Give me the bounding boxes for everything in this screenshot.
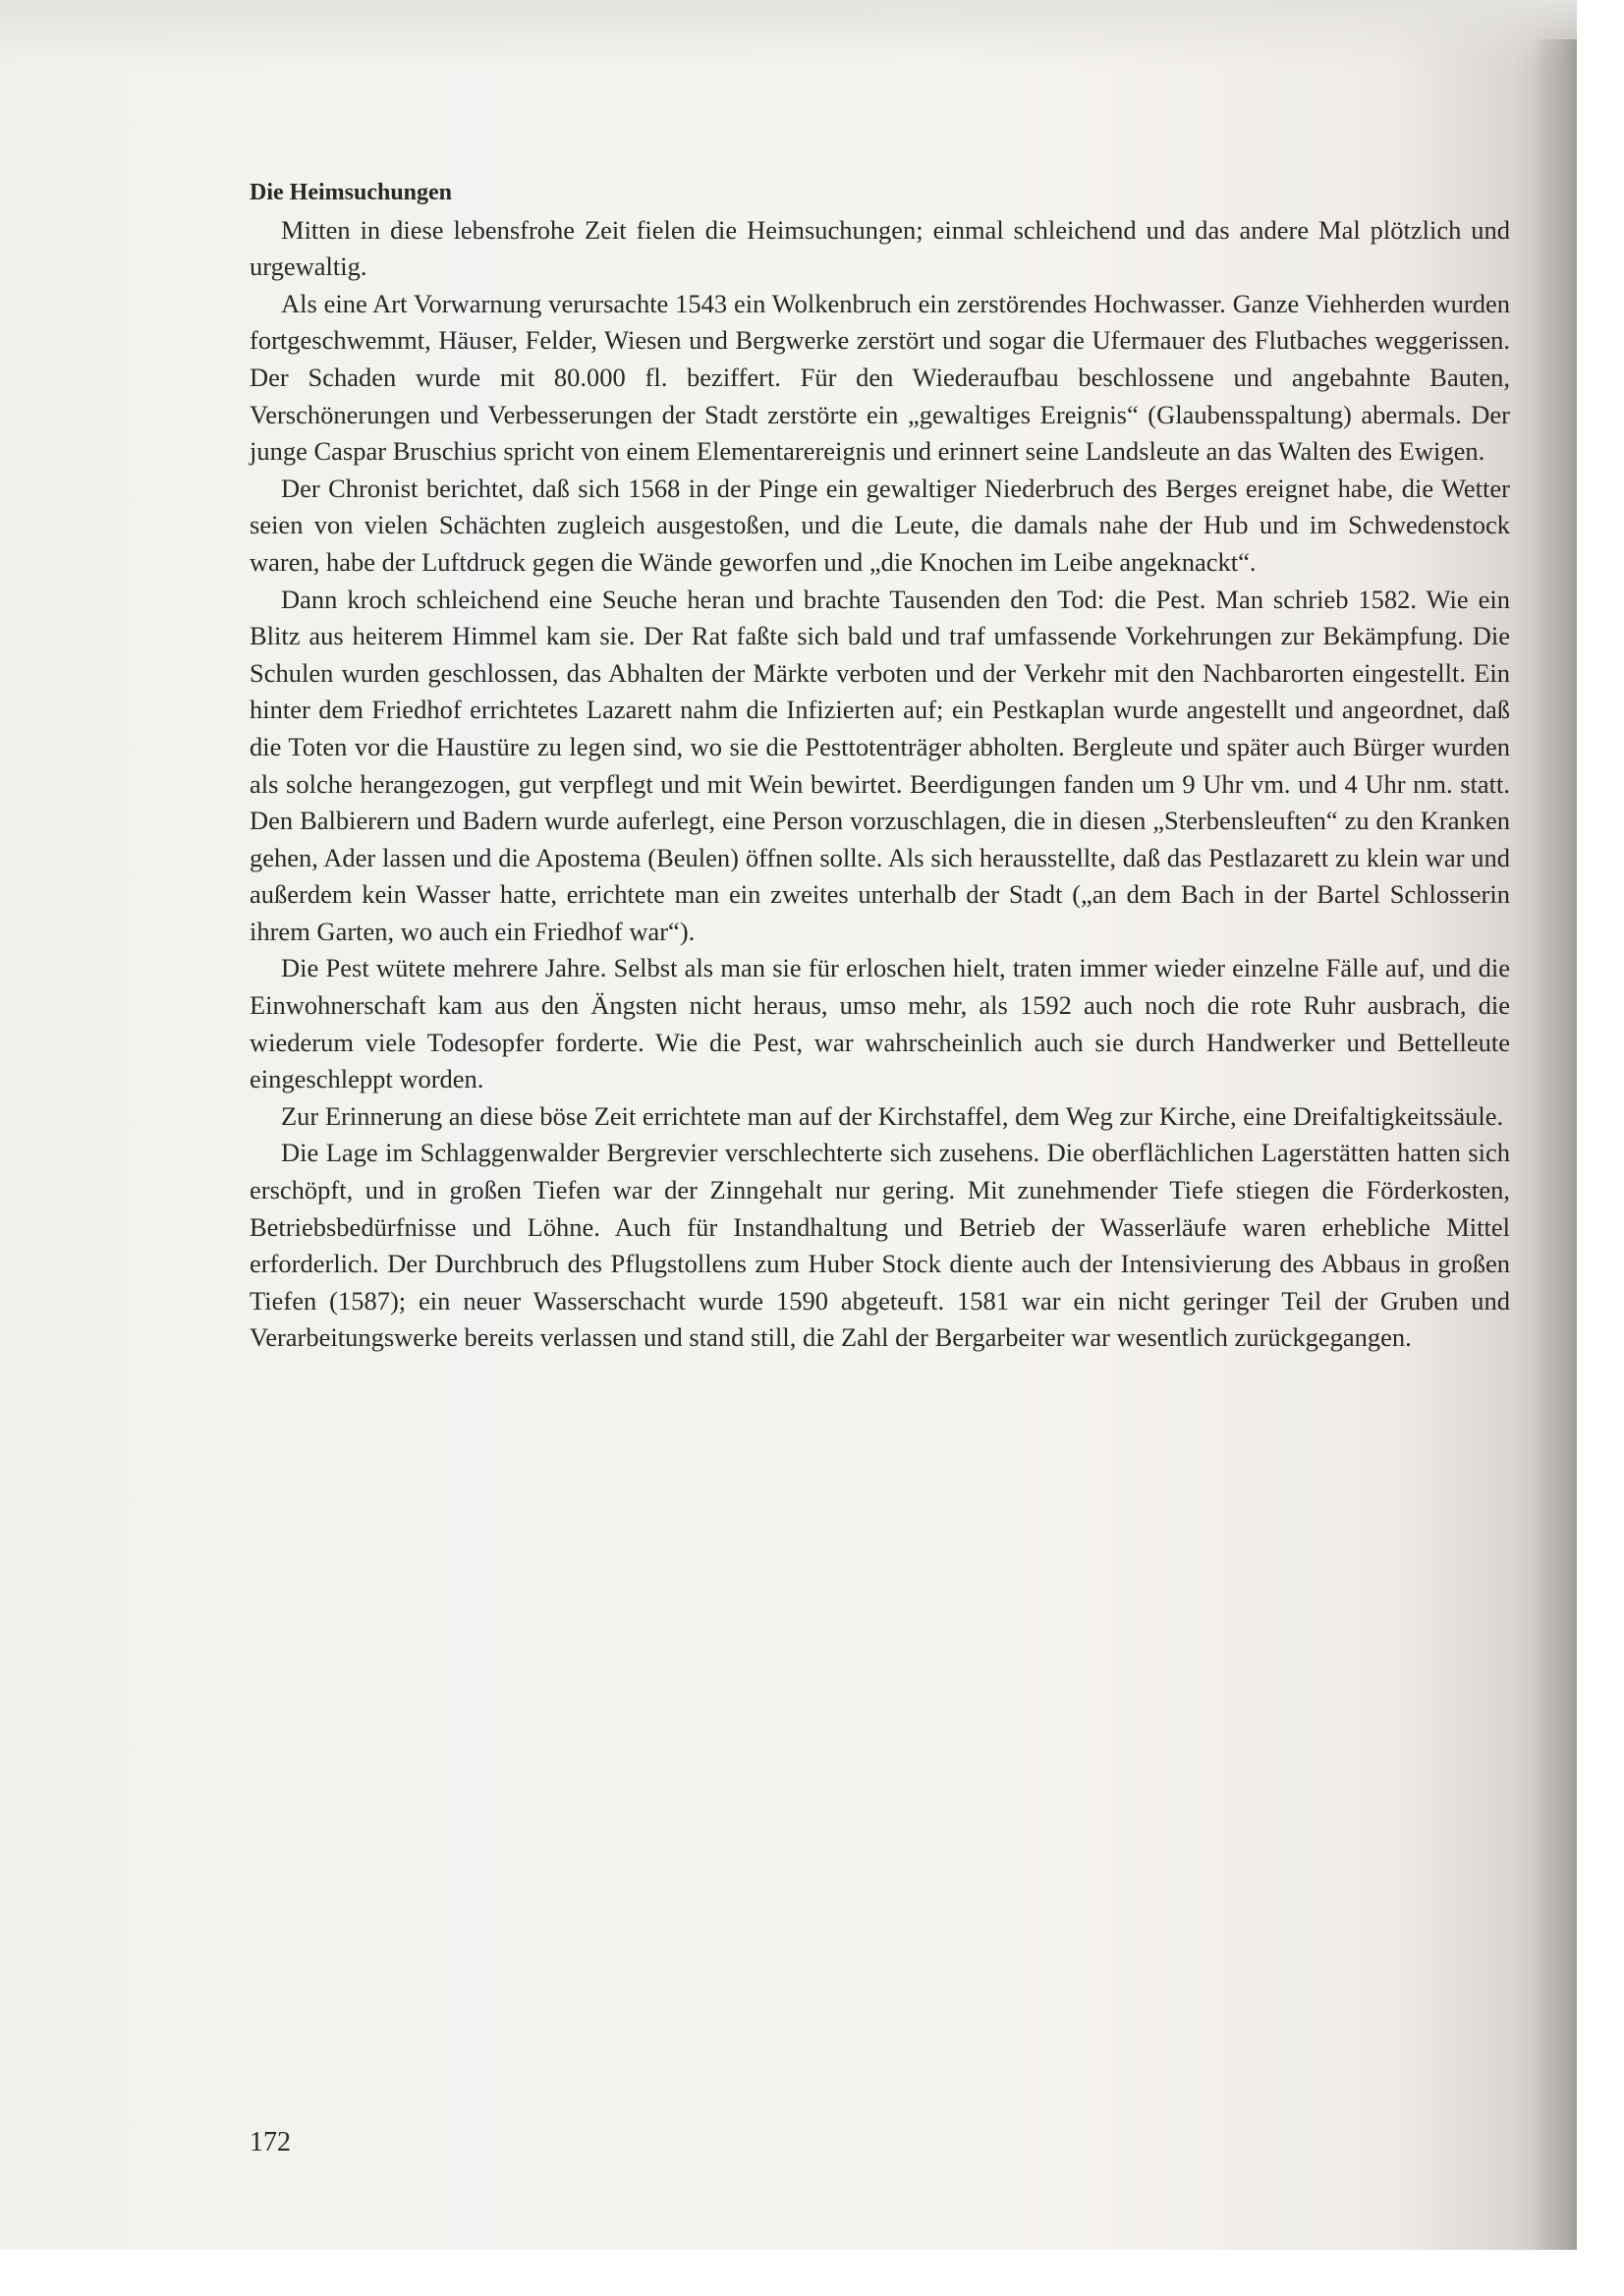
main-text xyxy=(250,175,1510,1357)
page-binding-shadow xyxy=(1533,39,1577,2250)
paragraph-5: Die Pest wütete mehrere Jahre. Selbst als man sie für erloschen hielt, traten immer wieder einzelne Fälle auf, und die Einwohnerschaft kam aus den Ängsten nicht heraus, umso mehr, als 1592 auch noch die rote Ruhr ausbrach, die wiederum viele Todesopfer forderte. Wie die Pest, war wahrscheinlich auch sie durch Handwerker und Bettelleute eingeschleppt worden. xyxy=(250,953,1510,1094)
section-heading: Die Heimsuchungen xyxy=(250,180,453,205)
paragraph-3: Der Chronist berichtet, daß sich 1568 in der Pinge ein gewaltiger Niederbruch des Berges ereignet habe, die Wetter seien von vielen Schächten zugleich ausgestoßen, und die Leute, die damals nahe der Hub und im Schwedenstock waren, habe der Luftdruck gegen die Wände geworfen und „die Knochen im Leibe angeknackt“. xyxy=(250,473,1510,577)
page-number: 172 xyxy=(250,2127,291,2157)
paragraph-2: Als eine Art Vorwarnung verursachte 1543 ein Wolkenbruch ein zerstörendes Hochwasser. Ganze Viehherden wurden fortgeschwemmt, Häuser, Felder, Wiesen und Bergwerke zerstört und sogar die Ufermauer des Flutbaches weggerissen. Der Schaden wurde mit 80.000 fl. beziffert. Für den Wiederaufbau beschlossene und angebahnte Bauten, Verschönerungen und Verbesserungen der Stadt zerstörte ein „gewaltiges Ereignis“ (Glaubensspaltung) abermals. Der junge Caspar Bruschius spricht von einem Elementarereignis und erinnert seine Landsleute an das Walten des Ewigen. xyxy=(250,288,1510,467)
paragraph-4: Dann kroch schleichend eine Seuche heran und brachte Tausenden den Tod: die Pest. Man schrieb 1582. Wie ein Blitz aus heiterem Himmel kam sie. Der Rat faßte sich bald und traf umfassende Vorkehrungen zur Bekämpfung. Die Schulen wurden geschlossen, das Abhalten der Märkte verboten und der Verkehr mit den Nachbarorten eingestellt. Ein hinter dem Friedhof errichtetes Lazarett nahm die Infizierten auf; ein Pestkaplan wurde angestellt und angeordnet, daß die Toten vor die Haustüre zu legen sind, wo sie die Pesttotenträger abholten. Bergleute und später auch Bürger wurden als solche herangezogen, gut verpflegt und mit Wein bewirtet. Beerdigungen fanden um 9 Uhr vm. und 4 Uhr nm. statt. Den Balbierern und Badern wurde auferlegt, eine Person vorzuschlagen, die in diesen „Sterbensleuften“ zu den Kranken gehen, Ader lassen und die Apostema (Beulen) öffnen sollte. Als sich herausstellte, daß das Pestlazarett zu klein war und außerdem kein Wasser hatte, errichtete man ein zweites unterhalb der Stadt („an dem Bach in der Bartel Schlosserin ihrem Garten, wo auch ein Friedhof war“). xyxy=(250,584,1510,946)
paragraph-6: Zur Erinnerung an diese böse Zeit errichtete man auf der Kirchstaffel, dem Weg zur Kirche, eine Dreifaltigkeitssäule. xyxy=(281,1100,1504,1131)
paragraph-1: Mitten in diese lebensfrohe Zeit fielen die Heimsuchungen; einmal schleichend und das andere Mal plötzlich und urgewaltig. xyxy=(250,214,1510,282)
paragraph-7: Die Lage im Schlaggenwalder Bergrevier verschlechterte sich zusehens. Die oberflächlichen Lagerstätten hatten sich erschöpft, und in großen Tiefen war der Zinngehalt nur gering. Mit zunehmender Tiefe stiegen die Förderkosten, Betriebsbedürfnisse und Löhne. Auch für Instandhaltung und Betrieb der Wasserläufe waren erhebliche Mittel erforderlich. Der Durchbruch des Pflugstollens zum Huber Stock diente auch der Intensivierung des Abbaus in großen Tiefen (1587); ein neuer Wasserschacht wurde 1590 abgeteuft. 1581 war ein nicht geringer Teil der Gruben und Verarbeitungswerke bereits verlassen und stand still, die Zahl der Bergarbeiter war wesentlich zurückgegangen. xyxy=(250,1138,1510,1353)
page-top-shadow xyxy=(0,0,1577,69)
